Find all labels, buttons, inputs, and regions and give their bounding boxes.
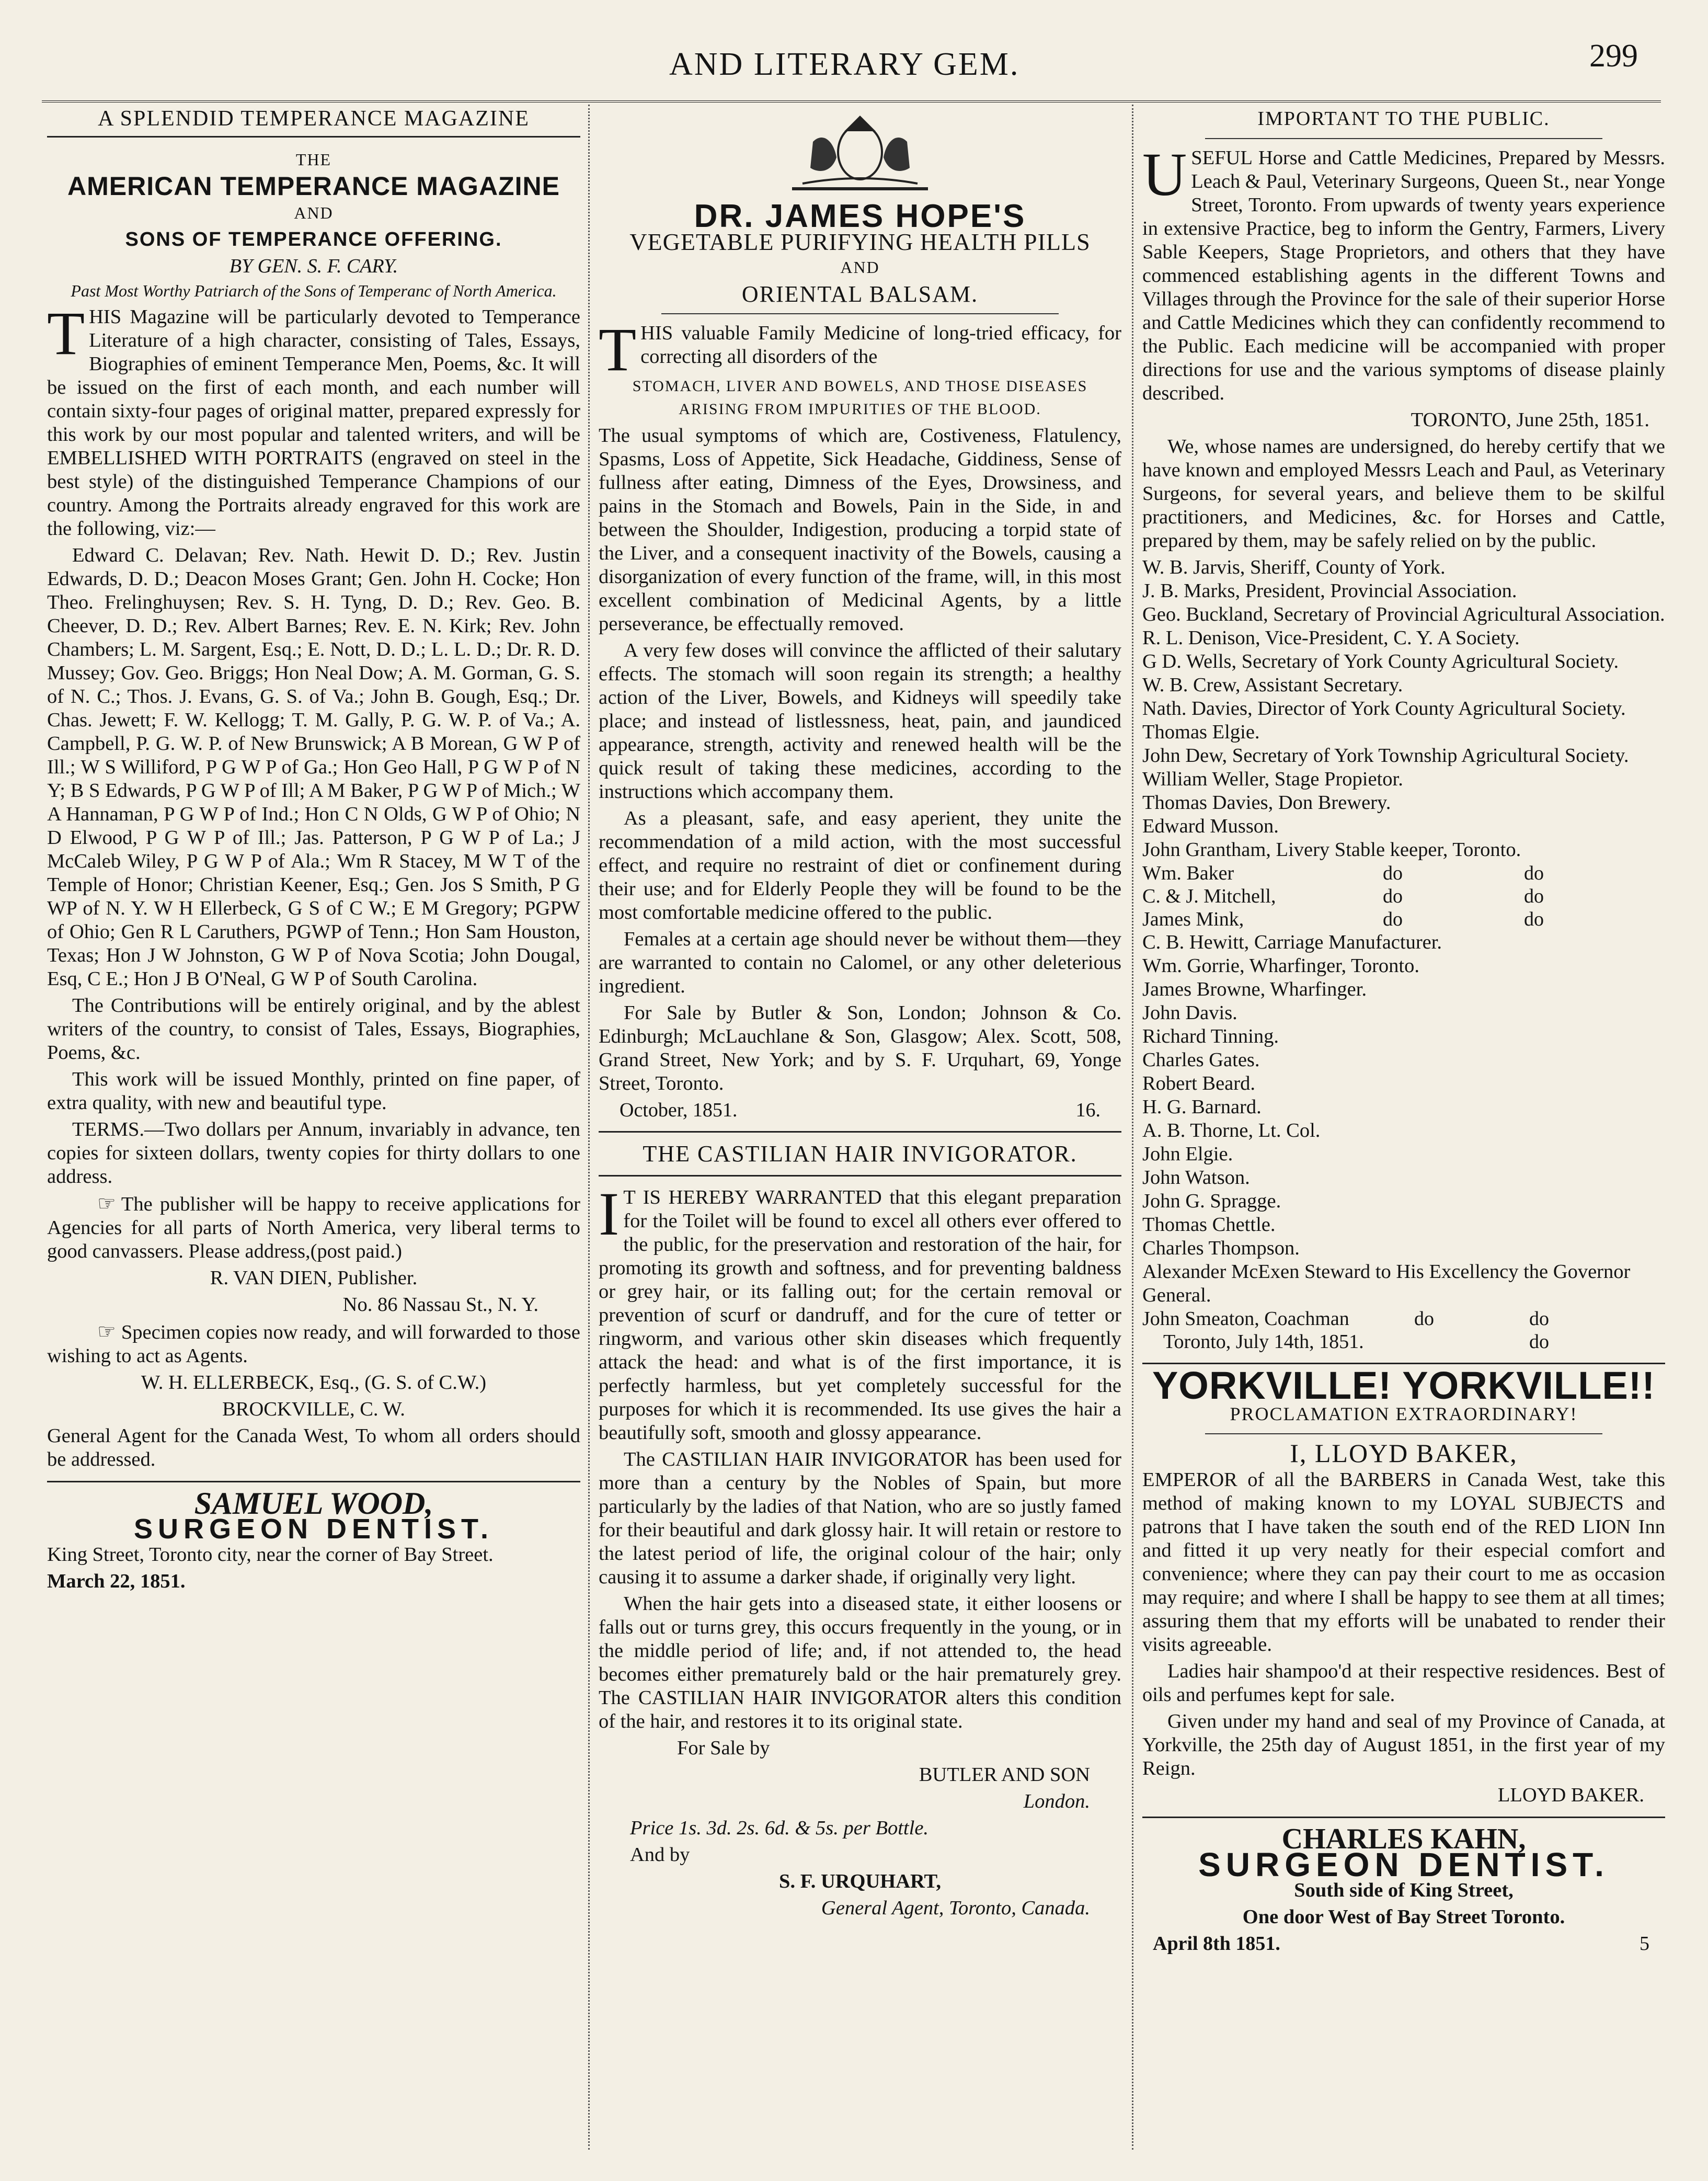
signatories-list	[1142, 556, 1665, 1353]
drop-cap: T	[599, 315, 637, 384]
hair-title: THE CASTILIAN HAIR INVIGORATOR.	[643, 1141, 1077, 1167]
signatory: Geo. Buckland, Secretary of Provincial Agricultural Association.	[1142, 603, 1665, 625]
signatory: W. B. Crew, Assistant Secretary.	[1142, 674, 1403, 696]
ditto-row	[1142, 862, 1665, 885]
hair-history: The CASTILIAN HAIR INVIGORATOR has been used for more than a century by the Nobles of Spain, but more particularly by the ladies of that Nation, who are so justly famed for their beautiful and dark glossy hair. It will retain or restore to the latest period of life, the original colour of the hair; only causing it to assume a darker shade, if originally very light.	[599, 1448, 1121, 1588]
ditto-name: Wm. Baker	[1142, 862, 1234, 884]
divider	[1205, 138, 1602, 139]
specimen-copy: Specimen copies now ready, and will forwarded to those wishing to act as Agents.	[47, 1321, 580, 1367]
magazine-subtitle: SONS OF TEMPERANCE OFFERING.	[125, 229, 502, 250]
signatory: W. B. Jarvis, Sheriff, County of York.	[1142, 556, 1446, 578]
signatory: John Watson.	[1142, 1167, 1250, 1189]
kahn-number: 5	[1640, 1933, 1649, 1955]
agent-name: W. H. ELLERBECK, Esq., (G. S. of C.W.)	[141, 1372, 487, 1394]
pills-intro	[599, 315, 1121, 384]
magazine-intro	[47, 299, 580, 541]
signatory: John Smeaton, Coachman	[1142, 1308, 1349, 1330]
ditto-table	[1142, 862, 1665, 931]
wood-address: King Street, Toronto city, near the corner of Bay Street.	[47, 1544, 494, 1566]
ditto-name: James Mink,	[1142, 908, 1244, 930]
signatory: John Grantham, Livery Stable keeper, Toronto.	[1142, 839, 1521, 861]
given-text: Given under my hand and seal of my Province of Canada, at Yorkville, the 25th day of August 1851, in the first year of my Reign.	[1142, 1710, 1665, 1779]
testimony-text: We, whose names are undersigned, do hereby certify that we have known and employed Messrs Leach and Paul, as Veterinary Surgeons, for several years, and believe them to be skilful practitioners, and Medicines, &c. for Horses and Cattle, prepared by them, may be safely relied on by the public.	[1142, 436, 1665, 552]
monthly-text: This work will be issued Monthly, printed on fine paper, of extra quality, with new and beautiful type.	[47, 1068, 580, 1114]
pointing-hand-icon: ☞	[97, 1192, 116, 1215]
diseases-heading: STOMACH, LIVER AND BOWELS, AND THOSE DISEASES ARISING FROM IMPURITIES OF THE BLOOD.	[632, 378, 1088, 418]
useful-intro	[1142, 140, 1665, 405]
general-agent-text: General Agent for the Canada West, To whom all orders should be addressed.	[47, 1425, 580, 1470]
column-divider	[588, 105, 590, 2150]
signatory: Thomas Elgie.	[1142, 721, 1260, 743]
signatory: C. B. Hewitt, Carriage Manufacturer.	[1142, 931, 1442, 953]
drop-cap: U	[1142, 140, 1187, 209]
ditto-a: do	[1383, 908, 1403, 930]
column-divider	[1132, 105, 1133, 2150]
column-temperance-magazine	[47, 107, 580, 2134]
running-title: AND LITERARY GEM.	[669, 47, 1020, 82]
useful-text: SEFUL Horse and Cattle Medicines, Prepared by Messrs. Leach & Paul, Veterinary Surgeons, Queen St., near Yonge Street, Toronto. From upwards of twenty years experience in extensive Practice, beg to inform the Gentry, Farmers, Livery Sable Keepers, Stage Proprietors, and others that they have commenced establishing agents in the different Towns and Villages through the Province for the sale of their superior Horse and Cattle Medicines which they can confidently recommend to the Public. Each medicine will be accompanied with proper directions for use and the various symptoms of disease plainly described.	[1142, 147, 1665, 404]
ladies-text: Ladies hair shampoo'd at their respective residences. Best of oils and perfumes kept for sale.	[1142, 1660, 1665, 1706]
hair-butler: BUTLER AND SON	[919, 1764, 1090, 1786]
page-header	[0, 0, 1708, 99]
terms-text: TERMS.—Two dollars per Annum, invariably in advance, ten copies for sixteen dollars, twenty copies for thirty dollars to one address.	[47, 1118, 580, 1187]
proclamation-title: PROCLAMATION EXTRAORDINARY!	[1230, 1403, 1578, 1424]
publisher-address: No. 86 Nassau St., N. Y.	[342, 1294, 538, 1316]
signatory: Edward Musson.	[1142, 815, 1279, 837]
kahn-line2: One door West of Bay Street Toronto.	[1242, 1906, 1565, 1928]
column-pills-and-hair	[599, 107, 1121, 2134]
magazine-the: THE	[295, 150, 332, 169]
pills-for-sale: For Sale by Butler & Son, London; Johnson & Co. Edinburgh; McLauchlane & Son, Glasgow; Alex. Scott, 508, Grand Street, New York; and by S. F. Urquhart, 69, Yonge Street, Toronto.	[599, 1002, 1121, 1094]
ditto-b: do	[1524, 862, 1544, 884]
kahn-date: April 8th 1851.	[1153, 1933, 1280, 1955]
divider	[1205, 1433, 1602, 1434]
drop-cap: T	[47, 299, 85, 368]
lloyd-baker-heading: I, LLOYD BAKER,	[1290, 1438, 1518, 1468]
emperor-text: EMPEROR of all the BARBERS in Canada West, take this method of making known to my LOYAL SUBJECTS and patrons that I have taken the south end of the RED LION Inn and fitted it up very neatly for their especial comfort and convenience; where they can pay their court to me as occasion may require; and where I shall be happy to see them at all times; assuring them that my efforts will be unabated to render their visits agreeable.	[1142, 1469, 1665, 1655]
agencies-copy: The publisher will be happy to receive applications for Agencies for all parts of North America, very liberal terms to good canvassers. Please address,(post paid.)	[47, 1193, 580, 1262]
divider	[1142, 1817, 1665, 1818]
hair-and-by: And by	[630, 1844, 690, 1866]
symptoms-text: The usual symptoms of which are, Costiveness, Flatulency, Spasms, Loss of Appetite, Sick Headache, Giddiness, Sense of fullness after eating, Dimness of the Eyes, Drowsiness, and pains in the Stomach and Bowels, Pain in the Side, in and between the Shoulder, Indigestion, producing a torpid state of the Liver, and a consequent inactivity of the Bowels, causing a disorganization of every function of the frame, will, in this most excellent combination of Medicinal Agents, by a little perseverance, be effectually removed.	[599, 425, 1121, 635]
kahn-name: CHARLES KAHN,	[1281, 1823, 1526, 1855]
royal-crest-icon	[782, 110, 938, 199]
aperient-text: As a pleasant, safe, and easy aperient, they unite the recommendation of a mild action, with the most successful effect, and require no restraint of diet or confinement during their use; and for Elderly People they will be found to be the most comfortable medicine offered to the public.	[599, 807, 1121, 923]
smeaton-row	[1142, 1307, 1665, 1330]
hair-disease: When the hair gets into a diseased state, it either loosens or falls out or turns grey, this occurs frequently in the young, or in the middle period of life; and, if not attended to, the head becomes either prematurely bald or the hair prematurely grey. The CASTILIAN HAIR INVIGORATOR alters this condition of the hair, and restores it to its original state.	[599, 1593, 1121, 1732]
ditto-row	[1142, 908, 1665, 931]
magazine-and: AND	[294, 203, 334, 222]
hair-intro	[599, 1180, 1121, 1445]
signatory: J. B. Marks, President, Provincial Association.	[1142, 580, 1517, 602]
signatory: A. B. Thorne, Lt. Col.	[1142, 1120, 1321, 1141]
wood-date: March 22, 1851.	[47, 1570, 186, 1592]
signatory: Alexander McExen Steward to His Excellency the Governor General.	[1142, 1261, 1631, 1306]
hair-intro-text: T IS HEREBY WARRANTED that this elegant preparation for the Toilet will be found to excel all others ever offered to the public, for the preservation and restoration of the hair, for promoting its growth and softness, and for preventing baldness or grey hair, or its falling out; for the certain removal or prevention of scurf or dandruff, and for the cure of tetter or ringworm, and various other skin diseases which frequently attack the head: and what is of the first importance, it is perfectly harmless, but yet completely successful for the purposes for which it is recommended. Its use gives the hair a beautifully soft, smooth and glossy appearance.	[599, 1186, 1121, 1444]
females-text: Females at a certain age should never be without them—they are warranted to contain no Calomel, or any other deleterious ingredient.	[599, 928, 1121, 997]
wood-title: SURGEON DENTIST.	[133, 1513, 494, 1545]
hair-sale-by: For Sale by	[677, 1737, 770, 1759]
publisher-name: R. VAN DIEN, Publisher.	[210, 1267, 418, 1289]
page-number: 299	[1589, 38, 1638, 74]
doses-text: A very few doses will convince the afflicted of their salutary effects. The stomach will soon regain its strength; a healthy action of the Liver, Bowels, and Kidneys will speedily take place; and instead of listlessness, heat, pain, and jaundiced appearance, strength, activity and renewed health will be the quick result of taking these medicines, according to the instructions which accompany them.	[599, 640, 1121, 803]
toronto-row	[1142, 1330, 1665, 1353]
signatory: James Browne, Wharfinger.	[1142, 978, 1367, 1000]
hair-urquhart: S. F. URQUHART,	[779, 1870, 941, 1892]
ditto-b: do	[1524, 885, 1544, 907]
important-title: IMPORTANT TO THE PUBLIC.	[1257, 108, 1550, 130]
signatory: John Dew, Secretary of York Township Agricultural Society.	[1142, 745, 1629, 767]
ditto-name: C. & J. Mitchell,	[1142, 885, 1276, 907]
toronto-date: Toronto, July 14th, 1851.	[1163, 1331, 1364, 1353]
signatory: Robert Beard.	[1142, 1072, 1255, 1094]
pills-number: 16.	[1075, 1099, 1101, 1121]
kahn-line1: South side of King Street,	[1294, 1879, 1514, 1901]
signatory: H. G. Barnard.	[1142, 1096, 1262, 1118]
divider	[47, 1481, 580, 1482]
balsam-title: ORIENTAL BALSAM.	[741, 281, 979, 307]
pills-and: AND	[840, 258, 880, 277]
pills-intro-text: HIS valuable Family Medicine of long-tried efficacy, for correcting all disorders of the	[640, 322, 1121, 368]
ditto-b: do	[1524, 908, 1544, 930]
ditto-a: do	[1383, 885, 1403, 907]
magazine-byline: BY GEN. S. F. CARY.	[229, 255, 398, 277]
hair-price: Price 1s. 3d. 2s. 6d. & 5s. per Bottle.	[630, 1817, 929, 1839]
ditto-a: do	[1414, 1308, 1434, 1330]
kahn-footer	[1142, 1932, 1665, 1955]
signatory: John Elgie.	[1142, 1143, 1233, 1165]
hair-general-agent: General Agent, Toronto, Canada.	[821, 1897, 1090, 1919]
signatory: John G. Spragge.	[1142, 1190, 1281, 1212]
signatory: Thomas Davies, Don Brewery.	[1142, 792, 1391, 814]
divider	[47, 136, 580, 138]
signatory: R. L. Denison, Vice-President, C. Y. A Society.	[1142, 627, 1520, 649]
signatory: Nath. Davies, Director of York County Agricultural Society.	[1142, 698, 1626, 720]
contributions-text: The Contributions will be entirely original, and by the ablest writers of the country, to consist of Tales, Essays, Biographies, Poems, &c.	[47, 995, 580, 1064]
signatory: G D. Wells, Secretary of York County Agricultural Society.	[1142, 650, 1619, 672]
ditto-a: do	[1383, 862, 1403, 884]
specimen-text	[47, 1320, 580, 1368]
magazine-banner: A SPLENDID TEMPERANCE MAGAZINE	[98, 107, 530, 131]
signatory: Charles Thompson.	[1142, 1237, 1300, 1259]
column-notices	[1142, 107, 1665, 2134]
drop-cap: I	[599, 1180, 620, 1248]
signatory: Wm. Gorrie, Wharfinger, Toronto.	[1142, 955, 1419, 977]
lloyd-baker-signature: LLOYD BAKER.	[1497, 1784, 1644, 1806]
portraits-list: Edward C. Delavan; Rev. Nath. Hewit D. D.; Rev. Justin Edwards, D. D.; Deacon Moses Grant; Gen. John H. Cocke; Hon Theo. Frelinghuysen; Rev. S. H. Tyng, D. D.; Rev. Geo. B. Cheever, D. D.; Rev. Albert Barnes; Rev. E. N. Kirk; Rev. John Chambers; L. M. Sargent, Esq.; E. Nott, D. D.; L. L. D.; Dr. R. D. Mussey; Gov. Geo. Briggs; Hon Neal Dow; A. M. Gorman, G. S. of N. C.; Thos. J. Evans, G. S. of Va.; John B. Gough, Esq.; Dr. Chas. Jewett; F. W. Kellogg; T. M. Gally, P. G. W. P. of Va.; A. Campbell, P. G. W. P. of New Brunswick; A B Morean, G W P of Ill.; W S Williford, P G W P of Ga.; Hon Geo Hall, P G W P of N Y; B S Edwards, P G W P of Ill; A M Baker, P G W P of Mich.; W A Hannaman, P G W P of Ind.; Hon C N Olds, G W P of Ohio; N D Elwood, P G W P of Ill.; Jas. Patterson, P G W P of La.; J McCaleb Wiley, P G W P of Ala.; Wm R Stacey, M W T of the Temple of Honor; Christian Keener, Esq.; Gen. Jos S Smith, P G WP of N. Y. W H Ellerbeck, G S of C W.; E M Gregory; PGPW of Ohio; Gen R L Caruthers, PGWP of Tenn.; Hon Sam Houston, Texas; Hon J W Johnston, G W P of Nova Scotia; John Dougal, Esq, C E.; Hon J B O'Neal, G W P of South Carolina.	[47, 544, 580, 990]
signatory: Charles Gates.	[1142, 1049, 1260, 1071]
pointing-hand-icon: ☞	[97, 1320, 116, 1343]
agent-town: BROCKVILLE, C. W.	[222, 1398, 405, 1420]
ditto-b: do	[1529, 1308, 1549, 1330]
magazine-credit: Past Most Worthy Patriarch of the Sons of Temperanc of North America.	[71, 281, 557, 300]
wood-name: SAMUEL WOOD,	[194, 1486, 433, 1521]
intro-text: HIS Magazine will be particularly devoted to Temperance Literature of a high character, consisting of Tales, Essays, Biographies of eminent Temperance Men, Poems, &c. It will be issued on the first of each month, and each number will contain sixty-four pages of original matter, prepared expressly for this work by our most popular and talented writers, and will be EMBELLISHED WITH PORTRAITS (engraved on steel in the best style) of the distinguished Temperance Champions of our country. Among the Portraits already engraved for this work are the following, viz:—	[47, 306, 580, 540]
useful-date: TORONTO, June 25th, 1851.	[1411, 409, 1649, 431]
pills-subtitle: VEGETABLE PURIFYING HEALTH PILLS	[629, 229, 1091, 255]
signatory: John Davis.	[1142, 1002, 1237, 1024]
divider	[661, 313, 1059, 314]
signatory: Thomas Chettle.	[1142, 1214, 1276, 1236]
ditto-row	[1142, 885, 1665, 908]
header-rule	[42, 100, 1661, 102]
kahn-title: SURGEON DENTIST.	[1198, 1846, 1609, 1883]
divider	[599, 1131, 1121, 1133]
pills-date: October, 1851.	[620, 1099, 738, 1121]
pills-footer	[599, 1099, 1121, 1122]
magazine-title: AMERICAN TEMPERANCE MAGAZINE	[67, 172, 560, 201]
agencies-text	[47, 1192, 580, 1263]
signatory: Richard Tinning.	[1142, 1025, 1279, 1047]
yorkville-title: YORKVILLE! YORKVILLE!!	[1152, 1364, 1656, 1407]
pills-title: DR. JAMES HOPE'S	[694, 198, 1026, 234]
hair-london: London.	[1023, 1790, 1090, 1812]
toronto-do: do	[1529, 1331, 1549, 1353]
divider	[599, 1175, 1121, 1177]
signatory: William Weller, Stage Propietor.	[1142, 768, 1403, 790]
